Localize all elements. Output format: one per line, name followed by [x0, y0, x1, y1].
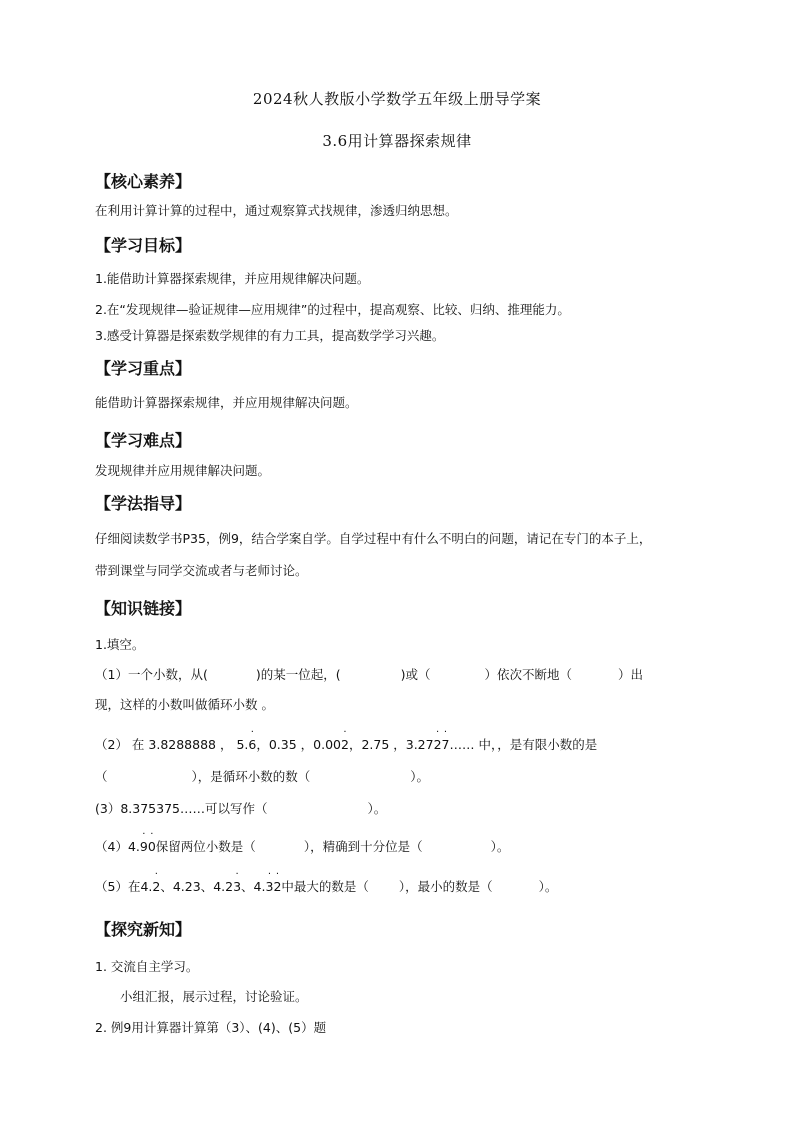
question-4: （4）4.· 9· 0保留两位小数是（ ），精确到十分位是（ ）。 [95, 838, 700, 856]
explore-item-2: 2. 例9用计算器计算第（3）、(4)、(5）题 [95, 1020, 327, 1035]
heading-difficulties: 【学习难点】 [95, 431, 192, 450]
explore-item-1-sub: 小组汇报，展示过程，讨论验证。 [120, 989, 308, 1004]
question-2-line-1: （2） 在 3.8288888 ， 5.· 6，0.35 ，0.00· 2，2.75 ，3.27· 2· 7…… 中，，是有限小数的是 [95, 736, 700, 754]
fill-in-intro: 1.填空。 [95, 637, 145, 652]
heading-study-method: 【学法指导】 [95, 494, 192, 513]
heading-core-literacy: 【核心素养】 [95, 172, 192, 191]
lesson-title: 3.6用计算器探索规律 [322, 132, 472, 150]
page-title: 2024秋人教版小学数学五年级上册导学案 [252, 90, 542, 108]
goal-item-1: 1.能借助计算器探索规律，并应用规律解决问题。 [95, 271, 370, 286]
heading-key-points: 【学习重点】 [95, 359, 192, 378]
question-1-line-2: 现，这样的小数叫做循环小数 。 [95, 697, 274, 712]
heading-learning-goals: 【学习目标】 [95, 236, 192, 255]
difficulties-text: 发现规律并应用规律解决问题。 [95, 463, 271, 478]
core-literacy-text: 在利用计算计算的过程中，通过观察算式找规律，渗透归纳思想。 [95, 203, 458, 218]
explore-item-1: 1. 交流自主学习。 [95, 959, 199, 974]
goal-item-3: 3.感受计算器是探索数学规律的有力工具，提高数学学习兴趣。 [95, 328, 445, 343]
question-1-line-1: （1）一个小数，从( )的某一位起，( )或（ ）依次不断地（ ）出 [95, 667, 644, 682]
study-method-line-1: 仔细阅读数学书P35，例9，结合学案自学。自学过程中有什么不明白的问题，请记在专门的本子上， [95, 531, 652, 546]
heading-knowledge-link: 【知识链接】 [95, 599, 192, 618]
key-points-text: 能借助计算器探索规律，并应用规律解决问题。 [95, 395, 358, 410]
study-method-line-2: 带到课堂与同学交流或者与老师讨论。 [95, 563, 308, 578]
heading-explore-new: 【探究新知】 [95, 920, 192, 939]
question-5: （5）在4.· 2、4.23、4.2· 3、4.· 3· 2中最大的数是（ ），最小的数是（ ）。 [95, 878, 700, 896]
question-2-line-2: （ ），是循环小数的数（ ）。 [95, 769, 430, 784]
question-3: (3）8.375375……可以写作（ ）。 [95, 801, 387, 816]
goal-item-2: 2.在“发现规律—验证规律—应用规律”的过程中，提高观察、比较、归纳、推理能力。 [95, 302, 570, 317]
